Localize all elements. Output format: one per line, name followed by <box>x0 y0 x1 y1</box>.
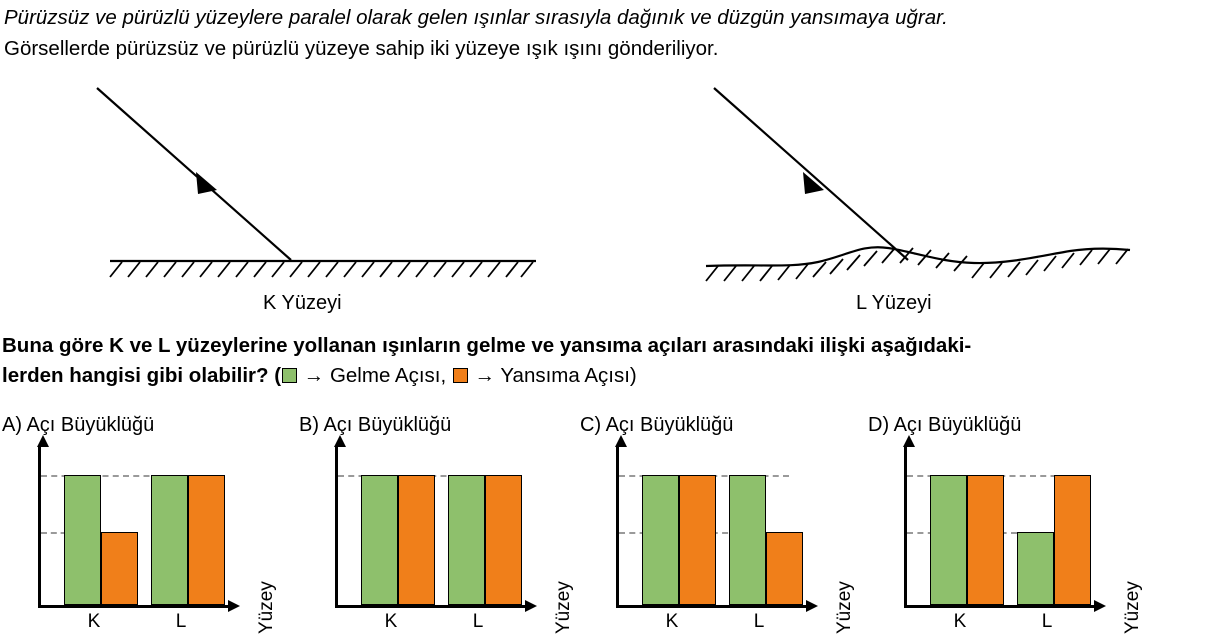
bar-l-gelme <box>151 475 188 605</box>
tick-label-k: K <box>384 611 398 632</box>
legend-orange-label: → Yansıma Açısı) <box>474 364 637 387</box>
option-c-heading <box>580 414 733 437</box>
bar-l-yansima <box>766 532 803 605</box>
option-c-letter: C) <box>580 414 602 436</box>
bar-k-yansima <box>679 475 716 605</box>
option-c-title: Açı Büyüklüğü <box>605 414 734 436</box>
bar-k-gelme <box>642 475 679 605</box>
option-c[interactable] <box>578 414 878 640</box>
x-axis <box>38 605 228 608</box>
bar-group <box>619 446 809 605</box>
tick-label-k: K <box>665 611 679 632</box>
option-b-letter: B) <box>299 414 319 436</box>
surface-hatching-k <box>110 262 533 277</box>
option-d-heading <box>868 414 1021 437</box>
question-line-2 <box>2 361 1202 391</box>
intro-line-2: Görsellerde pürüzsüz ve pürüzlü yüzeye sahip iki yüzeye ışık ışını gönderiliyor. <box>4 37 719 60</box>
option-b-title: Açı Büyüklüğü <box>323 414 452 436</box>
bar-group <box>907 446 1097 605</box>
bar-l-gelme <box>1017 532 1054 605</box>
option-a-chart <box>34 446 277 634</box>
surface-k-group <box>97 88 536 277</box>
option-a-letter: A) <box>2 414 22 436</box>
x-axis <box>904 605 1094 608</box>
option-a-heading <box>2 414 154 437</box>
bar-l-gelme <box>729 475 766 605</box>
bar-k-yansima <box>398 475 435 605</box>
x-axis-label: Yüzey <box>553 581 574 634</box>
bar-k-gelme <box>930 475 967 605</box>
legend-green-label: → Gelme Açısı, <box>303 364 447 387</box>
answer-options <box>0 414 1208 640</box>
option-d-chart <box>900 446 1143 634</box>
legend-orange-swatch <box>453 368 468 383</box>
tick-label-k: K <box>87 611 101 632</box>
question-line-2-bold: lerden hangisi gibi olabilir? ( <box>2 364 282 387</box>
surface-l-group <box>706 88 1130 281</box>
intro-paragraph <box>4 2 1200 64</box>
bar-k-yansima <box>967 475 1004 605</box>
bar-l-yansima <box>1054 475 1091 605</box>
x-axis <box>335 605 525 608</box>
reflection-diagram <box>0 78 1208 318</box>
tick-label-l: L <box>753 611 765 632</box>
option-d-title: Açı Büyüklüğü <box>893 414 1022 436</box>
incident-ray-l <box>714 88 908 260</box>
legend-green-swatch <box>282 368 297 383</box>
x-axis-label: Yüzey <box>1122 581 1143 634</box>
surface-l-caption: L Yüzeyi <box>856 292 932 314</box>
option-c-chart <box>612 446 855 634</box>
tick-label-l: L <box>472 611 484 632</box>
option-b-heading <box>299 414 451 437</box>
tick-label-l: L <box>175 611 187 632</box>
bar-l-gelme <box>448 475 485 605</box>
option-b-chart <box>331 446 574 634</box>
option-a[interactable] <box>0 414 300 640</box>
tick-label-l: L <box>1041 611 1053 632</box>
x-axis-label: Yüzey <box>834 581 855 634</box>
incident-ray-k <box>97 88 291 260</box>
bar-l-yansima <box>188 475 225 605</box>
tick-label-k: K <box>953 611 967 632</box>
question-text <box>2 331 1202 391</box>
bar-k-gelme <box>64 475 101 605</box>
intro-line-1: Pürüzsüz ve pürüzlü yüzeylere paralel olarak gelen ışınlar sırasıyla dağınık ve düzgün yansımaya uğrar. <box>4 6 948 29</box>
surface-k-caption: K Yüzeyi <box>263 292 342 314</box>
option-d-letter: D) <box>868 414 890 436</box>
bar-k-gelme <box>361 475 398 605</box>
option-b[interactable] <box>297 414 597 640</box>
diagram-svg <box>0 78 1208 318</box>
option-a-title: Açı Büyüklüğü <box>26 414 155 436</box>
question-line-1: Buna göre K ve L yüzeylerine yollanan ışınların gelme ve yansıma açıları arasındaki ilişki aşağıdaki- <box>2 334 972 357</box>
bar-group <box>338 446 528 605</box>
bar-k-yansima <box>101 532 138 605</box>
option-d[interactable] <box>866 414 1166 640</box>
bar-group <box>41 446 231 605</box>
x-axis <box>616 605 806 608</box>
x-axis-label: Yüzey <box>256 581 277 634</box>
bar-l-yansima <box>485 475 522 605</box>
